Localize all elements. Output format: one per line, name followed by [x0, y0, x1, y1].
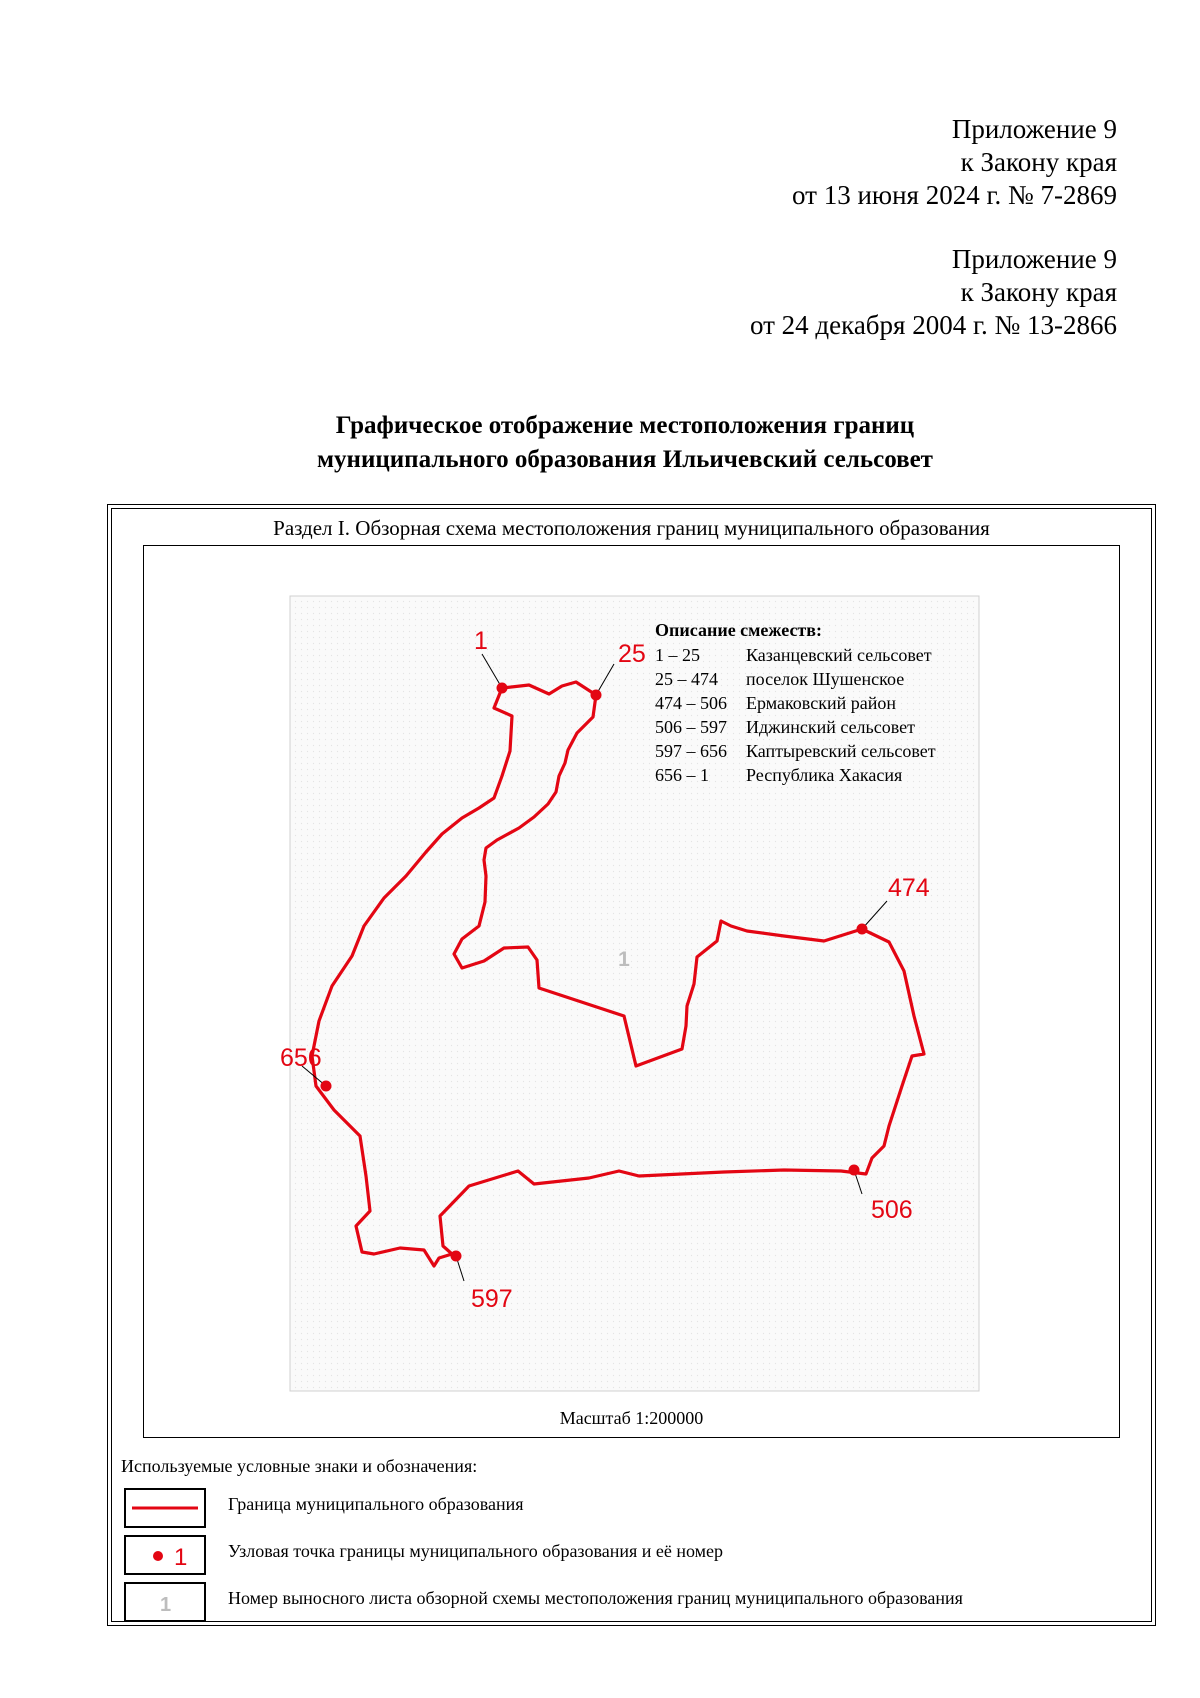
boundary-point-506 [849, 1165, 860, 1176]
boundary-point-25 [591, 690, 602, 701]
legend-text-boundary: Граница муниципального образования [228, 1494, 524, 1514]
boundary-point-label-1: 1 [474, 627, 488, 655]
adjacency-neighbor: Каптыревский сельсовет [746, 741, 936, 761]
adjacency-range: 474 – 506 [655, 693, 727, 713]
header-date-line: от 24 декабря 2004 г. № 13-2866 [749, 310, 1117, 340]
adjacency-neighbor: Иджинский сельсовет [746, 717, 915, 737]
legend-text-node-point: Узловая точка границы муниципального образования и её номер [228, 1541, 724, 1561]
legend-symbol-boundary [124, 1488, 206, 1528]
legend-symbol-sheet-number [124, 1582, 206, 1622]
adjacency-neighbor: поселок Шушенское [746, 669, 905, 689]
sheet-number-label: 1 [618, 948, 630, 971]
boundary-point-label-506: 506 [871, 1196, 913, 1224]
adjacency-description [655, 620, 936, 785]
map-scale: Масштаб 1:200000 [559, 1408, 704, 1428]
header-law-line: к Закону края [960, 277, 1117, 307]
boundary-point-label-25: 25 [618, 640, 646, 668]
node-point-sample-dot [153, 1551, 163, 1561]
adjacency-neighbor: Республика Хакасия [746, 765, 903, 785]
legend-item-boundary [124, 1488, 1134, 1532]
adjacency-range: 506 – 597 [655, 717, 727, 737]
header-date-line: от 13 июня 2024 г. № 7-2869 [792, 180, 1117, 210]
header-block-original [750, 243, 1117, 342]
scheme-frame [107, 504, 1156, 1626]
title-line-1: Графическое отображение местоположения границ [335, 412, 915, 439]
boundary-point-597 [451, 1251, 462, 1262]
node-point-sample-label: 1 [174, 1544, 188, 1571]
document-header [750, 113, 1117, 373]
adjacency-neighbor: Казанцевский сельсовет [746, 645, 932, 665]
legend-title: Используемые условные знаки и обозначения: [121, 1456, 478, 1476]
boundary-point-656 [321, 1081, 332, 1092]
header-law-line: к Закону края [960, 147, 1117, 177]
boundary-point-label-474: 474 [888, 874, 930, 902]
adjacency-range: 25 – 474 [655, 669, 718, 689]
boundary-point-1 [497, 683, 508, 694]
boundary-point-label-597: 597 [471, 1285, 513, 1313]
sheet-number-sample: 1 [160, 1594, 172, 1616]
adjacency-neighbor: Ермаковский район [746, 693, 896, 713]
document-title [0, 409, 1200, 477]
legend-symbol-node-point [124, 1535, 206, 1575]
overview-map [144, 546, 1119, 1437]
header-appendix-line: Приложение 9 [951, 244, 1117, 274]
legend-item-node-point [124, 1535, 1134, 1579]
adjacency-range: 1 – 25 [655, 645, 700, 665]
boundary-point-474 [857, 924, 868, 935]
header-appendix-line: Приложение 9 [951, 114, 1117, 144]
title-line-2: муниципального образования Ильичевский сельсовет [317, 446, 933, 473]
map-frame [143, 545, 1120, 1438]
section-title: Раздел I. Обзорная схема местоположения границ муниципального образования [273, 516, 990, 540]
header-block-current [750, 113, 1117, 212]
adjacency-range: 656 – 1 [655, 765, 709, 785]
boundary-point-label-656: 656 [280, 1044, 322, 1072]
adjacency-range: 597 – 656 [655, 741, 727, 761]
legend-text-sheet-number: Номер выносного листа обзорной схемы местоположения границ муниципального образования [228, 1588, 963, 1608]
legend-item-sheet-number [124, 1582, 1134, 1626]
map-sheet-area [290, 596, 979, 1391]
adjacency-title: Описание смежеств: [655, 620, 822, 640]
scheme-inner-frame [111, 508, 1152, 1622]
